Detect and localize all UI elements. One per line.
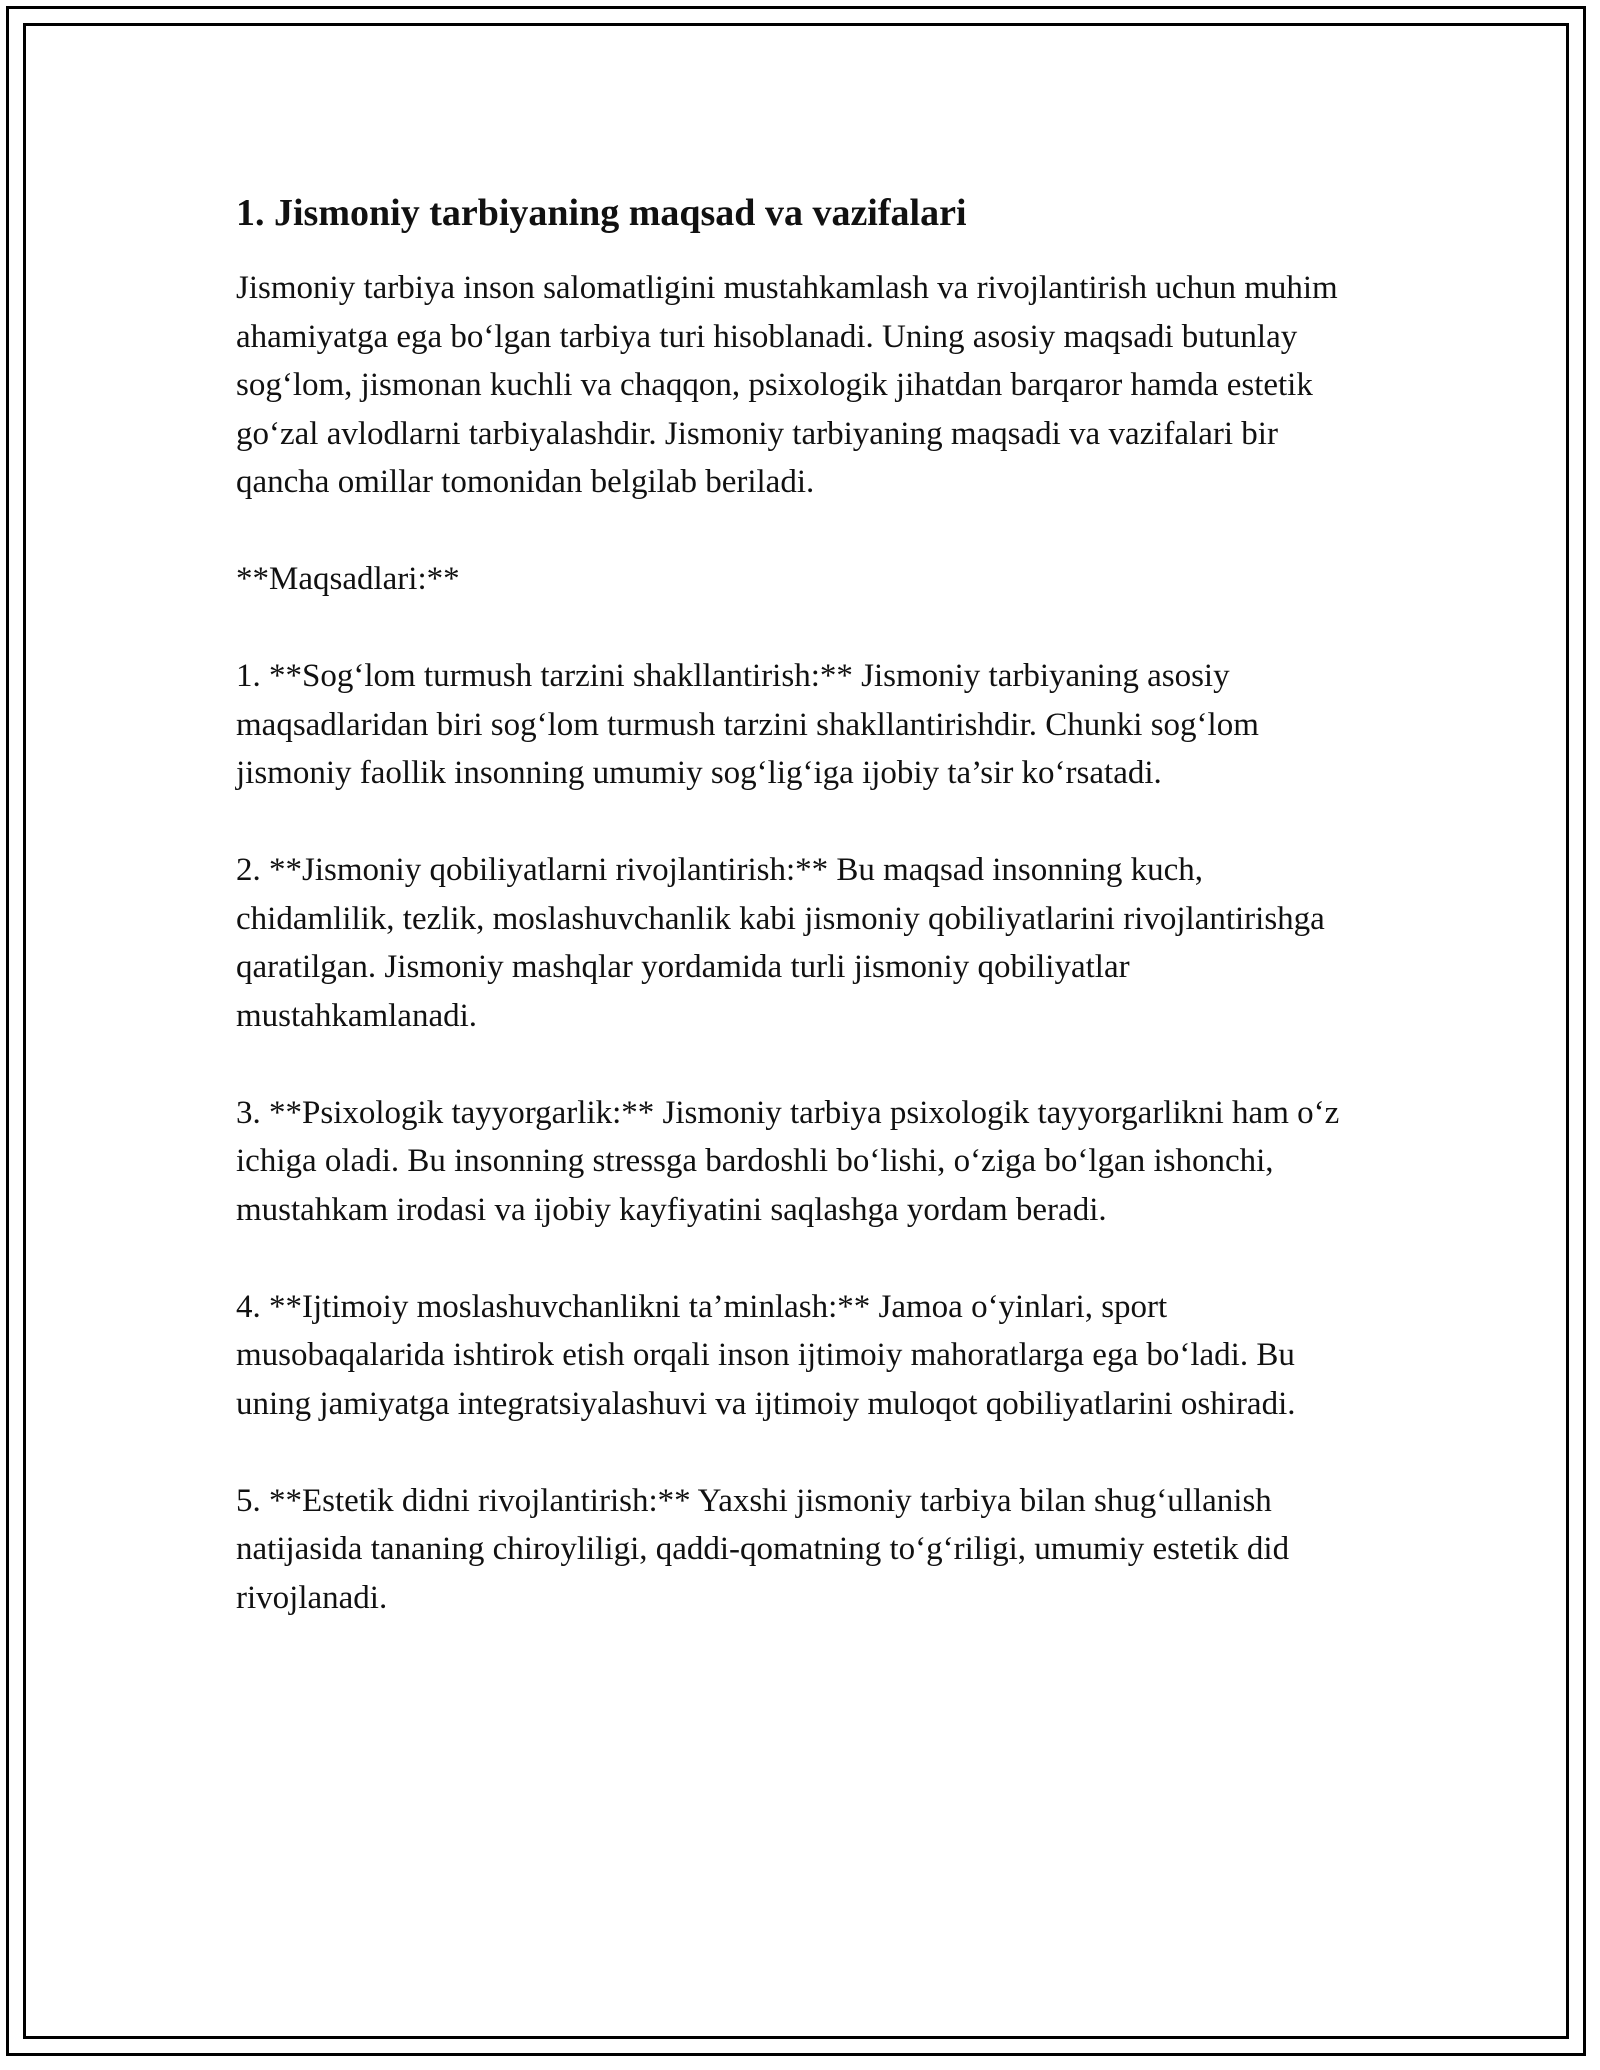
intro-paragraph: Jismoniy tarbiya inson salomatligini mustahkamlash va rivojlantirish uchun muhim ahamiyatga ega bo‘lgan tarbiya turi hisoblanadi. Uning asosiy maqsadi butunlay sog‘lom, jismonan kuchli va chaqqon, psixologik jihatdan barqaror hamda estetik go‘zal avlodlarni tarbiyalashdir. Jismoniy tarbiyaning maqsadi va vazifalari bir qancha omillar tomonidan belgilab beriladi. [236,270,1338,500]
goal-item-5: 5. **Estetik didni rivojlantirish:** Yaxshi jismoniy tarbiya bilan shug‘ullanish natijasida tananing chiroyliligi, qaddi-qomatning to‘g‘riligi, umumiy estetik did rivojlanadi. [236,1482,1290,1616]
document-body [236,188,1366,1671]
document-title: 1. Jismoniy tarbiyaning maqsad va vazifalari [236,192,967,234]
section-heading: **Maqsadlari:** [236,561,460,597]
goal-item-2: 2. **Jismoniy qobiliyatlarni rivojlantirish:** Bu maqsad insonning kuch, chidamlilik, tezlik, moslashuvchanlik kabi jismoniy qobiliyatlarini rivojlantirishga qaratilgan. Jismoniy mashqlar yordamida turli jismoniy qobiliyatlar mustahkamlanadi. [236,852,1325,1034]
goal-item-3: 3. **Psixologik tayyorgarlik:** Jismoniy tarbiya psixologik tayyorgarlikni ham o‘z ichiga oladi. Bu insonning stressga bardoshli bo‘lishi, o‘ziga bo‘lgan ishonchi, mustahkam irodasi va ijobiy kayfiyatini saqlashga yordam beradi. [236,1094,1340,1228]
goal-item-4: 4. **Ijtimoiy moslashuvchanlikni ta’minlash:** Jamoa o‘yinlari, sport musobaqalarida ishtirok etish orqali inson ijtimoiy mahoratlarga ega bo‘ladi. Bu uning jamiyatga integratsiyalashuvi va ijtimoiy muloqot qobiliyatlarini oshiradi. [236,1288,1296,1422]
goal-item-1: 1. **Sog‘lom turmush tarzini shakllantirish:** Jismoniy tarbiyaning asosiy maqsadlaridan biri sog‘lom turmush tarzini shakllantirishdir. Chunki sog‘lom jismoniy faollik insonning umumiy sog‘lig‘iga ijobiy ta’sir ko‘rsatadi. [236,658,1259,791]
